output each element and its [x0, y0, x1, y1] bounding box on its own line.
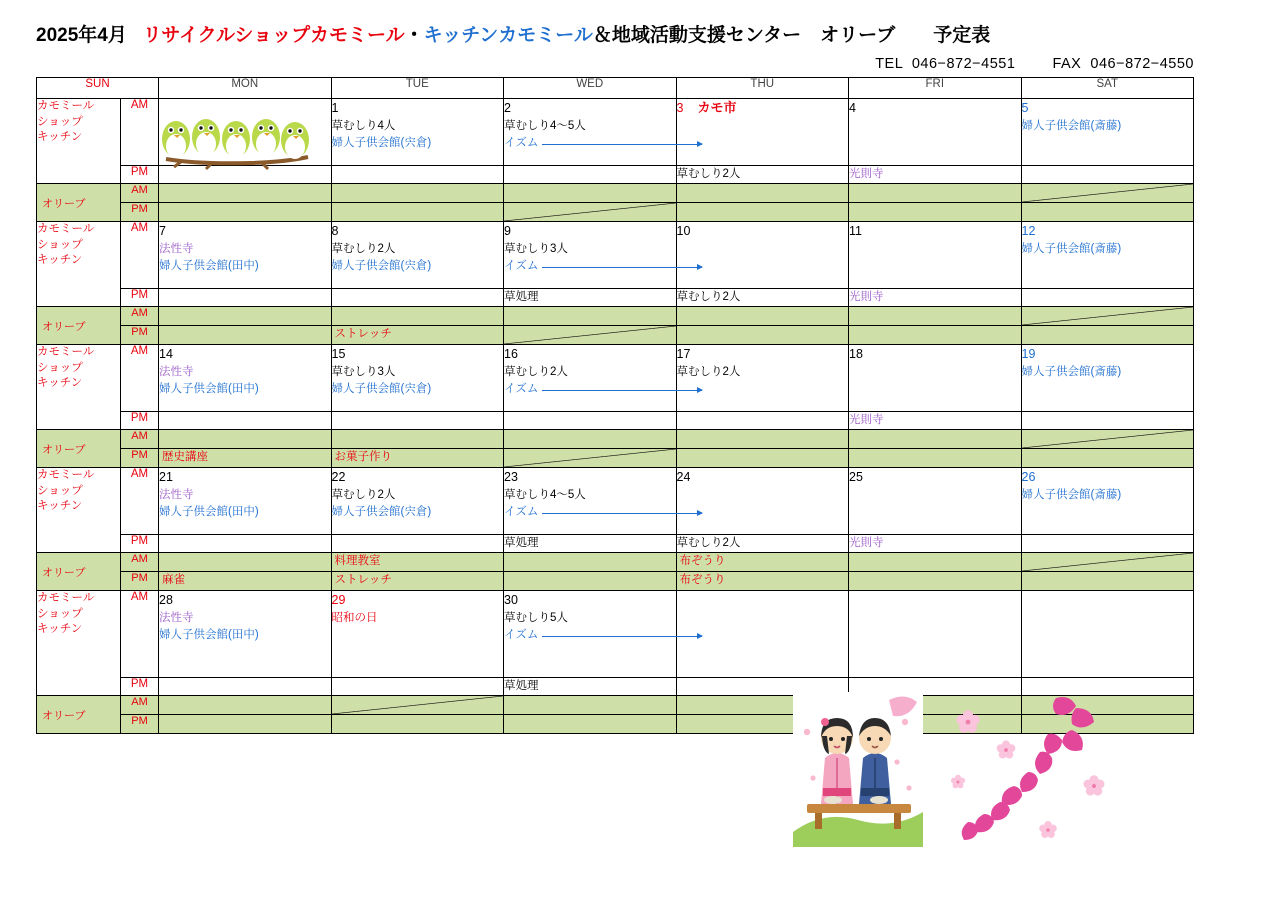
event-label: 草むしり3人 — [331, 366, 396, 379]
title-shop-name: リサイクルショップカモミール — [142, 25, 405, 46]
event-label: 草むしり2人 — [504, 366, 568, 379]
fax-label: FAX — [1052, 56, 1082, 72]
row-label-line: カモミール — [37, 346, 95, 358]
olive-cell[interactable] — [849, 184, 1022, 203]
day-cell-pm[interactable] — [159, 678, 332, 696]
row-label-kamomile — [37, 591, 121, 696]
olive-cell[interactable] — [676, 696, 849, 715]
day-cell-pm[interactable] — [159, 412, 332, 430]
row-label-line: キッチン — [37, 254, 83, 267]
day-cell[interactable] — [676, 591, 849, 678]
event-label: 法性寺 — [159, 243, 194, 256]
day-number: 28 — [159, 593, 173, 607]
olive-cell[interactable] — [676, 203, 849, 222]
olive-cell[interactable] — [159, 572, 332, 591]
olive-pm-row — [37, 203, 1194, 222]
olive-cell[interactable] — [504, 553, 677, 572]
row-label-line: キッチン — [37, 131, 83, 144]
row-label-line: ショップ — [37, 115, 83, 128]
col-head-sun: SUN — [37, 78, 159, 99]
olive-cell[interactable] — [676, 307, 849, 326]
day-cell[interactable] — [504, 591, 677, 678]
day-cell[interactable] — [849, 345, 1022, 412]
day-number: 10 — [676, 224, 691, 238]
week-am-row — [37, 591, 1194, 678]
olive-cell[interactable] — [849, 203, 1022, 222]
day-cell[interactable] — [159, 468, 332, 535]
col-head-thu: THU — [676, 78, 849, 99]
olive-cell[interactable] — [159, 184, 332, 203]
event-label: イズム — [504, 627, 538, 644]
event-label: 婦人子供会館(宍倉) — [331, 259, 432, 272]
olive-cell[interactable] — [1021, 203, 1194, 222]
day-cell[interactable] — [331, 222, 504, 289]
week-pm-row — [37, 412, 1194, 430]
event-label: 婦人子供会館(田中) — [159, 259, 259, 272]
olive-event-label: ストレッチ — [334, 328, 392, 340]
row-label-line: カモミール — [37, 592, 95, 604]
day-number: 7 — [159, 224, 166, 238]
olive-cell-blank[interactable] — [331, 696, 504, 715]
olive-cell[interactable] — [676, 449, 849, 468]
olive-pm-row — [37, 572, 1194, 591]
day-cell[interactable] — [849, 591, 1022, 678]
day-number: 23 — [504, 470, 518, 484]
pm-label: PM — [121, 289, 159, 307]
olive-pm-row — [37, 449, 1194, 468]
week-am-row — [37, 99, 1194, 166]
am-label: AM — [121, 591, 159, 678]
day-cell[interactable] — [331, 468, 504, 535]
day-number: 11 — [849, 224, 862, 238]
olive-cell[interactable] — [1021, 572, 1194, 591]
day-cell-pm[interactable] — [676, 289, 849, 307]
day-cell-pm[interactable] — [504, 289, 677, 307]
olive-cell[interactable] — [159, 553, 332, 572]
col-head-mon: MON — [159, 78, 332, 99]
calendar-table — [36, 77, 1194, 734]
row-label-line: キッチン — [37, 623, 83, 636]
olive-cell[interactable] — [1021, 326, 1194, 345]
day-number: 29 — [331, 593, 346, 607]
row-label-kamomile — [37, 468, 121, 553]
day-number: 18 — [849, 347, 863, 361]
day-cell[interactable] — [331, 591, 504, 678]
event-label: 婦人子供会館(斎藤) — [1021, 243, 1122, 256]
olive-event-label: 料理教室 — [334, 555, 381, 567]
olive-am-row — [37, 553, 1194, 572]
olive-cell[interactable] — [676, 430, 849, 449]
day-number: 9 — [504, 224, 511, 238]
olive-cell-blank[interactable] — [1021, 553, 1194, 572]
olive-cell-blank[interactable] — [1021, 430, 1194, 449]
event-label: 法性寺 — [159, 366, 194, 379]
row-label-line: ショップ — [37, 484, 83, 497]
olive-cell[interactable] — [1021, 449, 1194, 468]
event-label: イズム — [504, 381, 538, 398]
olive-cell[interactable] — [504, 184, 677, 203]
holiday-label: カモ市 — [697, 100, 737, 115]
week-pm-row — [37, 166, 1194, 184]
olive-cell[interactable] — [1021, 696, 1194, 715]
day-cell-pm[interactable] — [159, 535, 332, 553]
event-label: 草処理 — [504, 680, 539, 692]
event-label: 草むしり2人 — [331, 489, 396, 502]
olive-am-row — [37, 184, 1194, 203]
page-title — [36, 20, 990, 47]
olive-cell[interactable] — [1021, 715, 1194, 734]
day-cell[interactable] — [331, 99, 504, 166]
day-cell[interactable] — [159, 345, 332, 412]
olive-am-label: AM — [121, 553, 159, 572]
day-cell-pm[interactable] — [849, 166, 1022, 184]
am-label: AM — [121, 345, 159, 412]
event-label: 草処理 — [504, 537, 539, 549]
tel-label: TEL — [875, 56, 903, 72]
olive-cell[interactable] — [849, 449, 1022, 468]
olive-am-row — [37, 430, 1194, 449]
olive-cell[interactable] — [676, 553, 849, 572]
day-cell[interactable] — [504, 468, 677, 535]
event-label: 草むしり2人 — [331, 243, 396, 256]
day-cell-pm[interactable] — [331, 166, 504, 184]
row-label-kamomile — [37, 345, 121, 430]
olive-cell[interactable] — [331, 572, 504, 591]
olive-cell[interactable] — [676, 184, 849, 203]
olive-cell-blank[interactable] — [504, 449, 677, 468]
event-label: 婦人子供会館(斎藤) — [1021, 366, 1122, 379]
event-label: 草むしり4〜5人 — [504, 489, 586, 502]
olive-am-row — [37, 307, 1194, 326]
day-cell[interactable] — [676, 222, 849, 289]
olive-cell[interactable] — [504, 572, 677, 591]
olive-event-label: 歴史講座 — [162, 451, 208, 463]
olive-cell[interactable] — [849, 696, 1022, 715]
title-kitchen-name: キッチンカモミール — [423, 25, 593, 46]
row-label-line: キッチン — [37, 377, 83, 390]
olive-event-label: 布ぞうり — [679, 555, 726, 567]
calendar-body — [37, 99, 1194, 734]
day-cell-pm[interactable] — [1021, 412, 1194, 430]
olive-cell[interactable] — [159, 449, 332, 468]
day-cell-pm[interactable] — [159, 289, 332, 307]
day-number: 17 — [676, 347, 691, 361]
day-cell-pm[interactable] — [331, 678, 504, 696]
day-cell[interactable] — [1021, 99, 1194, 166]
event-label: 草むしり2人 — [676, 366, 741, 379]
day-number: 2 — [504, 101, 511, 115]
olive-cell[interactable] — [504, 696, 677, 715]
am-label: AM — [121, 222, 159, 289]
event-label: 光則寺 — [849, 537, 884, 549]
olive-cell[interactable] — [676, 572, 849, 591]
event-label: 光則寺 — [849, 168, 884, 180]
event-label: 婦人子供会館(田中) — [159, 505, 259, 518]
olive-pm-label: PM — [121, 572, 159, 591]
day-cell[interactable] — [849, 222, 1022, 289]
day-cell-pm[interactable] — [331, 535, 504, 553]
event-label: 草むしり2人 — [676, 537, 741, 549]
event-label: 婦人子供会館(田中) — [159, 628, 259, 641]
pm-label: PM — [121, 535, 159, 553]
olive-event-label: ストレッチ — [334, 574, 392, 586]
olive-cell[interactable] — [331, 715, 504, 734]
olive-cell[interactable] — [331, 326, 504, 345]
day-cell-pm[interactable] — [331, 289, 504, 307]
olive-cell[interactable] — [331, 449, 504, 468]
row-label-line: ショップ — [37, 607, 83, 620]
day-cell[interactable] — [849, 99, 1022, 166]
row-label-kamomile — [37, 99, 121, 184]
contact-line — [875, 56, 1194, 72]
row-label-olive: オリーブ — [37, 696, 121, 734]
day-number: 22 — [331, 470, 346, 484]
olive-cell[interactable] — [159, 430, 332, 449]
col-head-sat: SAT — [1021, 78, 1194, 99]
row-label-olive: オリーブ — [37, 553, 121, 591]
olive-cell[interactable] — [331, 307, 504, 326]
day-cell[interactable] — [1021, 222, 1194, 289]
row-label-olive: オリーブ — [37, 430, 121, 468]
day-cell[interactable] — [504, 345, 677, 412]
col-head-fri: FRI — [849, 78, 1022, 99]
olive-cell[interactable] — [849, 572, 1022, 591]
day-number: 8 — [331, 224, 339, 238]
day-cell[interactable] — [676, 99, 849, 166]
olive-cell[interactable] — [159, 715, 332, 734]
col-head-tue: TUE — [331, 78, 504, 99]
day-cell[interactable] — [159, 222, 332, 289]
event-label: 光則寺 — [849, 414, 884, 426]
day-cell[interactable] — [504, 222, 677, 289]
day-cell[interactable] — [504, 99, 677, 166]
event-label: イズム — [504, 135, 538, 152]
olive-cell[interactable] — [849, 307, 1022, 326]
event-label: 法性寺 — [159, 489, 194, 502]
olive-cell[interactable] — [331, 203, 504, 222]
day-cell[interactable] — [849, 468, 1022, 535]
olive-cell[interactable] — [504, 307, 677, 326]
day-number: 1 — [331, 101, 339, 115]
day-number: 21 — [159, 470, 173, 484]
olive-cell-blank[interactable] — [504, 326, 677, 345]
event-label: 婦人子供会館(宍倉) — [331, 505, 432, 518]
olive-cell[interactable] — [159, 203, 332, 222]
day-cell[interactable] — [331, 345, 504, 412]
day-number: 12 — [1021, 224, 1036, 238]
day-cell[interactable] — [1021, 591, 1194, 678]
olive-cell[interactable] — [159, 326, 332, 345]
event-label: 婦人子供会館(斎藤) — [1021, 120, 1122, 133]
day-cell-pm[interactable] — [504, 166, 677, 184]
olive-cell[interactable] — [159, 696, 332, 715]
olive-event-label: 麻雀 — [162, 574, 185, 586]
day-cell-pm[interactable] — [849, 678, 1022, 696]
day-cell-pm[interactable] — [676, 412, 849, 430]
day-number: 19 — [1021, 347, 1036, 361]
olive-cell[interactable] — [849, 326, 1022, 345]
olive-cell[interactable] — [331, 184, 504, 203]
olive-am-row — [37, 696, 1194, 715]
week-pm-row — [37, 678, 1194, 696]
day-cell-pm[interactable] — [159, 166, 332, 184]
day-number: 16 — [504, 347, 518, 361]
olive-cell-blank[interactable] — [1021, 184, 1194, 203]
day-cell-pm[interactable] — [504, 412, 677, 430]
olive-pm-label: PM — [121, 203, 159, 222]
day-number: 30 — [504, 593, 518, 607]
event-label: 草むしり2人 — [676, 291, 741, 303]
day-cell-pm[interactable] — [849, 412, 1022, 430]
event-label: 草むしり2人 — [676, 168, 741, 180]
day-number: 24 — [676, 470, 691, 484]
event-label: 草むしり4人 — [331, 120, 396, 133]
day-cell-pm[interactable] — [676, 678, 849, 696]
event-label: 昭和の日 — [331, 612, 378, 625]
event-label: 光則寺 — [849, 291, 884, 303]
olive-cell[interactable] — [331, 553, 504, 572]
day-cell[interactable] — [1021, 468, 1194, 535]
olive-am-label: AM — [121, 184, 159, 203]
olive-pm-label: PM — [121, 715, 159, 734]
day-number: 25 — [849, 470, 863, 484]
olive-cell[interactable] — [676, 326, 849, 345]
week-am-row — [37, 345, 1194, 412]
event-label: イズム — [504, 504, 538, 521]
olive-cell[interactable] — [504, 430, 677, 449]
olive-cell-blank[interactable] — [1021, 307, 1194, 326]
row-label-olive: オリーブ — [37, 307, 121, 345]
day-number: 14 — [159, 347, 173, 361]
day-cell-pm[interactable] — [849, 535, 1022, 553]
olive-cell[interactable] — [331, 430, 504, 449]
day-cell[interactable] — [676, 345, 849, 412]
day-cell-pm[interactable] — [676, 535, 849, 553]
olive-am-label: AM — [121, 430, 159, 449]
olive-am-label: AM — [121, 307, 159, 326]
pm-label: PM — [121, 166, 159, 184]
event-label: 草むしり4〜5人 — [504, 120, 586, 133]
day-cell-pm[interactable] — [849, 289, 1022, 307]
day-cell-pm[interactable] — [1021, 678, 1194, 696]
event-label: 婦人子供会館(宍倉) — [331, 382, 432, 395]
row-label-line: カモミール — [37, 223, 95, 235]
am-label: AM — [121, 99, 159, 166]
event-label: 法性寺 — [159, 612, 194, 625]
olive-cell[interactable] — [504, 715, 677, 734]
olive-cell[interactable] — [676, 715, 849, 734]
day-number: 3 カモ市 — [676, 100, 737, 115]
table-header-row — [37, 78, 1194, 99]
day-number: 15 — [331, 347, 346, 361]
event-label: 婦人子供会館(宍倉) — [331, 136, 432, 149]
title-month: 2025年4月 — [36, 25, 127, 46]
day-cell-pm[interactable] — [1021, 535, 1194, 553]
olive-pm-label: PM — [121, 449, 159, 468]
olive-event-label: 布ぞうり — [679, 574, 726, 586]
olive-cell[interactable] — [159, 307, 332, 326]
olive-pm-label: PM — [121, 326, 159, 345]
week-pm-row — [37, 289, 1194, 307]
row-label-line: ショップ — [37, 361, 83, 374]
day-cell-pm[interactable] — [331, 412, 504, 430]
title-center-name: ＆地域活動支援センター オリーブ 予定表 — [592, 25, 991, 46]
event-label: 草むしり5人 — [504, 612, 568, 625]
tel-value: 046−872−4551 — [911, 56, 1016, 72]
day-cell-pm[interactable] — [1021, 289, 1194, 307]
event-label: イズム — [504, 258, 538, 275]
event-label: 婦人子供会館(斎藤) — [1021, 489, 1122, 502]
olive-cell[interactable] — [849, 430, 1022, 449]
olive-pm-row — [37, 326, 1194, 345]
olive-cell[interactable] — [849, 553, 1022, 572]
day-number: 5 — [1021, 101, 1029, 115]
row-label-line: カモミール — [37, 469, 95, 481]
event-label: 草むしり3人 — [504, 243, 568, 256]
olive-am-label: AM — [121, 696, 159, 715]
day-cell[interactable] — [159, 99, 332, 166]
title-separator: ・ — [404, 25, 424, 46]
day-number: 4 — [849, 101, 856, 115]
olive-cell[interactable] — [849, 715, 1022, 734]
day-cell-pm[interactable] — [504, 678, 677, 696]
day-cell[interactable] — [1021, 345, 1194, 412]
row-label-kamomile — [37, 222, 121, 307]
col-head-wed: WED — [504, 78, 677, 99]
row-label-line: キッチン — [37, 500, 83, 513]
am-label: AM — [121, 468, 159, 535]
day-number: 26 — [1021, 470, 1036, 484]
pm-label: PM — [121, 678, 159, 696]
day-cell[interactable] — [676, 468, 849, 535]
olive-event-label: お菓子作り — [334, 451, 392, 463]
week-pm-row — [37, 535, 1194, 553]
row-label-line: ショップ — [37, 238, 83, 251]
week-am-row — [37, 468, 1194, 535]
event-label: 婦人子供会館(田中) — [159, 382, 259, 395]
olive-cell-blank[interactable] — [504, 203, 677, 222]
event-label: 草処理 — [504, 291, 539, 303]
week-am-row — [37, 222, 1194, 289]
olive-pm-row — [37, 715, 1194, 734]
row-label-line: カモミール — [37, 100, 95, 112]
day-cell-pm[interactable] — [1021, 166, 1194, 184]
day-cell[interactable] — [159, 591, 332, 678]
pm-label: PM — [121, 412, 159, 430]
day-cell-pm[interactable] — [676, 166, 849, 184]
day-cell-pm[interactable] — [504, 535, 677, 553]
row-label-olive: オリーブ — [37, 184, 121, 222]
fax-value: 046−872−4550 — [1090, 56, 1194, 72]
